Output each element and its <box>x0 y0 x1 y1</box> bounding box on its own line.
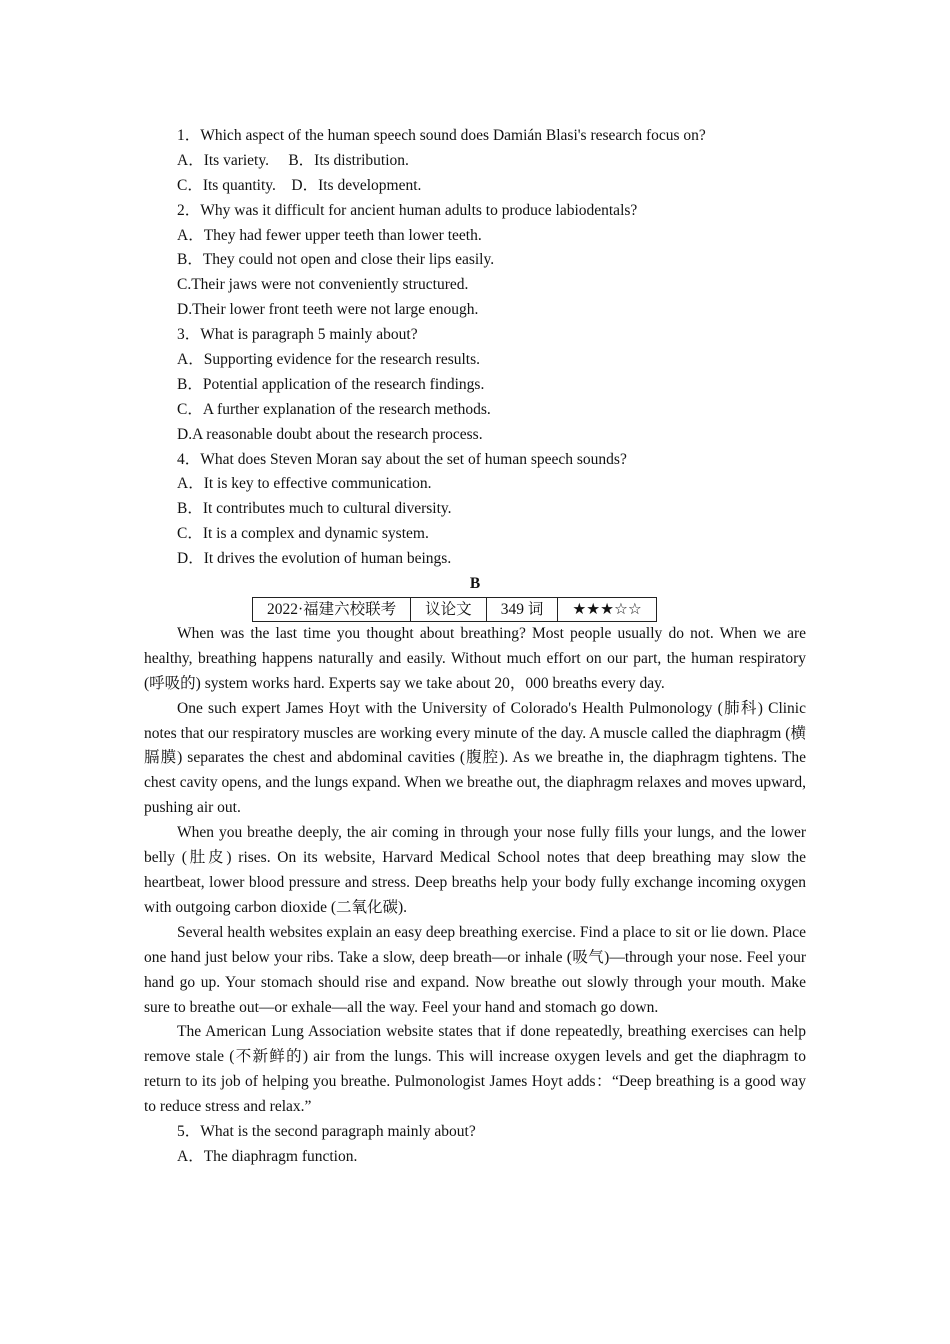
info-source: 2022·福建六校联考 <box>253 597 411 621</box>
question-line: C．A further explanation of the research methods. <box>177 400 491 418</box>
question-line: A．Supporting evidence for the research results. <box>177 351 481 369</box>
info-word-count: 349 词 <box>486 597 558 621</box>
question-line: D．It drives the evolution of human beings. <box>177 550 452 568</box>
question-line: B．Potential application of the research findings. <box>177 375 485 393</box>
question-line: 2．Why was it difficult for ancient human adults to produce labiodentals? <box>177 201 638 219</box>
passage <box>144 622 806 1120</box>
question-line: C．Its quantity. D．Its development. <box>177 176 422 194</box>
question-line: 4．What does Steven Moran say about the set of human speech sounds? <box>177 450 627 468</box>
question-line: 3．What is paragraph 5 mainly about? <box>177 326 418 344</box>
question-line: A．It is key to effective communication. <box>177 475 432 493</box>
passage-paragraph: When you breathe deeply, the air coming in through your nose fully fills your lungs, and the lower belly (肚皮) rises. On its website, Harvard Medical School notes that deep breathing may slow the heartbeat, lower blood pressure and stress. Deep breaths help your body fully exchange incoming oxygen with outgoing carbon dioxide (二氧化碳). <box>144 824 806 916</box>
info-difficulty: ★★★☆☆ <box>558 597 656 621</box>
question-line: A．The diaphragm function. <box>177 1147 358 1165</box>
question-line: A．They had fewer upper teeth than lower teeth. <box>177 226 482 244</box>
document-page <box>144 124 806 1170</box>
question-line: B．It contributes much to cultural diversity. <box>177 500 452 518</box>
passage-paragraph: The American Lung Association website states that if done repeatedly, breathing exercises can help remove stale (不新鲜的) air from the lungs. This will increase oxygen levels and get the diaphragm to return to its job of helping you breathe. Pulmonologist James Hoyt adds：“Deep breathing is a good way to reduce stress and relax.” <box>144 1023 806 1116</box>
question-line: A．Its variety. B．Its distribution. <box>177 151 409 169</box>
question-line: C.Their jaws were not conveniently structured. <box>177 276 469 294</box>
passage-paragraph: When was the last time you thought about breathing? Most people usually do not. When we are healthy, breathing happens naturally and easily. Without much effort on our part, the human respiratory (呼吸的) system works hard. Experts say we take about 20，000 breaths every day. <box>144 624 806 692</box>
question-line: C．It is a complex and dynamic system. <box>177 525 429 543</box>
question-line: 5．What is the second paragraph mainly about? <box>177 1123 476 1141</box>
question-block-2 <box>144 1120 806 1170</box>
question-line: B．They could not open and close their lips easily. <box>177 251 495 269</box>
passage-info-table <box>252 597 657 622</box>
section-label: B <box>469 575 481 593</box>
question-block-1 <box>144 124 806 572</box>
question-line: D.Their lower front teeth were not large enough. <box>177 301 479 319</box>
passage-paragraph: Several health websites explain an easy deep breathing exercise. Find a place to sit or lie down. Place one hand just below your ribs. Take a slow, deep breath—or inhale (吸气)—through your nose. Feel your hand go up. Your stomach should rise and expand. Now breathe out slowly through your mouth. Make sure to breathe out—or exhale—all the way. Feel your hand and stomach go down. <box>144 923 806 1016</box>
info-row <box>253 597 657 621</box>
passage-paragraph: One such expert James Hoyt with the University of Colorado's Health Pulmonology (肺科) Clinic notes that our respiratory muscles are working every minute of the day. A muscle called the diaphragm (横膈膜) separates the chest and abdominal cavities (腹腔). As we breathe in, the diaphragm tightens. The chest cavity opens, and the lungs expand. When we breathe out, the diaphragm relaxes and moves upward, pushing air out. <box>144 699 806 817</box>
info-genre: 议论文 <box>411 597 487 621</box>
question-line: 1．Which aspect of the human speech sound does Damián Blasi's research focus on? <box>177 127 706 144</box>
question-line: D.A reasonable doubt about the research process. <box>177 425 483 443</box>
